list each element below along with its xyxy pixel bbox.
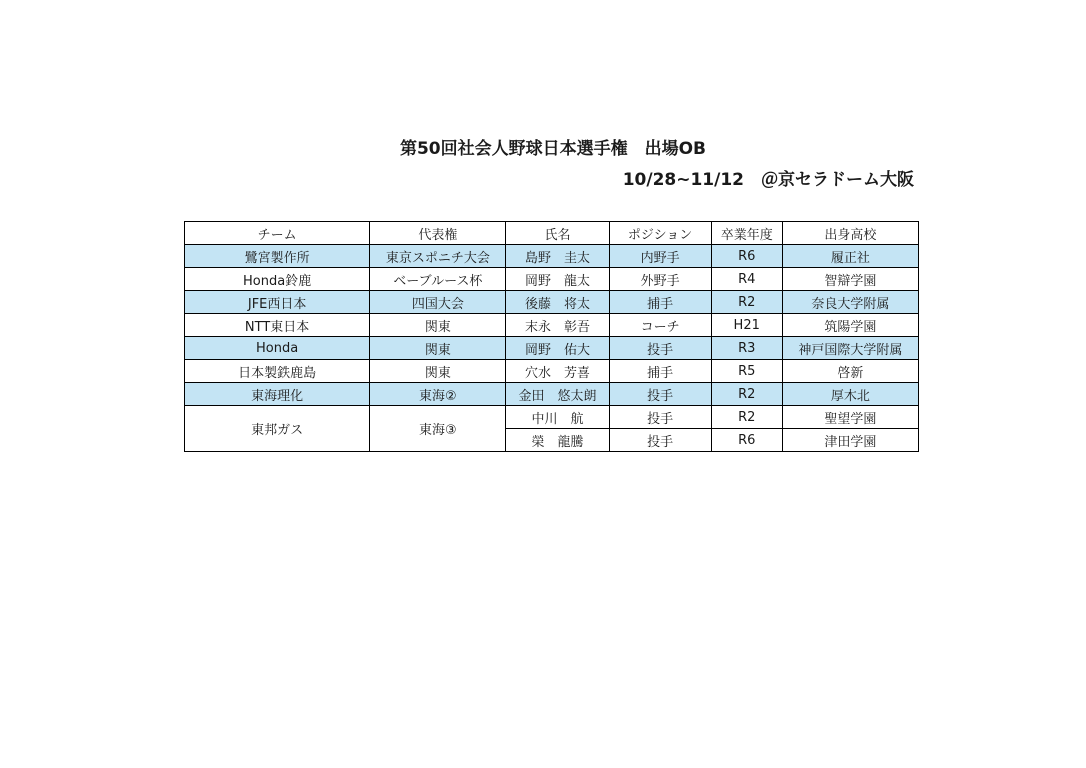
cell-qualifier: 四国大会 [370,291,506,314]
cell-year: R2 [711,291,782,314]
table-row [185,337,919,360]
cell-position: 投手 [609,429,711,452]
table-row [185,268,919,291]
document-title: 第50回社会人野球日本選手権 出場OB [399,139,707,159]
cell-name: 中川 航 [506,406,609,429]
document-subtitle: 10/28~11/12 ＠京セラドーム大阪 [622,170,914,190]
cell-year: R5 [711,360,782,383]
header-graduation-year: 卒業年度 [711,222,782,245]
cell-team: Honda鈴鹿 [185,268,370,291]
cell-team: 東海理化 [185,383,370,406]
cell-qualifier: ベーブルース杯 [370,268,506,291]
cell-year: R3 [711,337,782,360]
cell-year: R4 [711,268,782,291]
cell-team: JFE西日本 [185,291,370,314]
cell-school: 厚木北 [782,383,918,406]
cell-position: コーチ [609,314,711,337]
cell-school: 神戸国際大学附属 [782,337,918,360]
cell-school: 奈良大学附属 [782,291,918,314]
cell-school: 履正社 [782,245,918,268]
cell-position: 内野手 [609,245,711,268]
table-header-row [185,222,919,245]
header-name: 氏名 [506,222,609,245]
header-position: ポジション [609,222,711,245]
cell-qualifier: 関東 [370,360,506,383]
cell-team: NTT東日本 [185,314,370,337]
cell-team: Honda [185,337,370,360]
cell-name: 後藤 将太 [506,291,609,314]
cell-team: 鷺宮製作所 [185,245,370,268]
cell-qualifier: 関東 [370,337,506,360]
table-row [185,291,919,314]
cell-name: 岡野 佑大 [506,337,609,360]
cell-name: 穴水 芳喜 [506,360,609,383]
cell-school: 筑陽学園 [782,314,918,337]
cell-school: 啓新 [782,360,918,383]
cell-year: H21 [711,314,782,337]
ob-roster-table [184,221,919,452]
cell-school: 津田学園 [782,429,918,452]
cell-year: R2 [711,406,782,429]
header-team: チーム [185,222,370,245]
cell-name: 岡野 龍太 [506,268,609,291]
cell-position: 投手 [609,337,711,360]
cell-year: R6 [711,245,782,268]
cell-name: 島野 圭太 [506,245,609,268]
table-row [185,406,919,429]
cell-name: 末永 彰吾 [506,314,609,337]
header-high-school: 出身高校 [782,222,918,245]
cell-position: 外野手 [609,268,711,291]
table-row [185,245,919,268]
cell-qualifier: 関東 [370,314,506,337]
cell-position: 投手 [609,406,711,429]
header-qualifier: 代表権 [370,222,506,245]
cell-qualifier: 東海③ [370,406,506,452]
cell-year: R6 [711,429,782,452]
cell-team: 東邦ガス [185,406,370,452]
cell-year: R2 [711,383,782,406]
cell-position: 捕手 [609,360,711,383]
table-row [185,360,919,383]
cell-position: 投手 [609,383,711,406]
cell-team: 日本製鉄鹿島 [185,360,370,383]
cell-name: 榮 龍騰 [506,429,609,452]
table-row [185,314,919,337]
table-row [185,383,919,406]
cell-name: 金田 悠太朗 [506,383,609,406]
cell-qualifier: 東海② [370,383,506,406]
cell-school: 智辯学園 [782,268,918,291]
cell-position: 捕手 [609,291,711,314]
cell-qualifier: 東京スポニチ大会 [370,245,506,268]
cell-school: 聖望学園 [782,406,918,429]
